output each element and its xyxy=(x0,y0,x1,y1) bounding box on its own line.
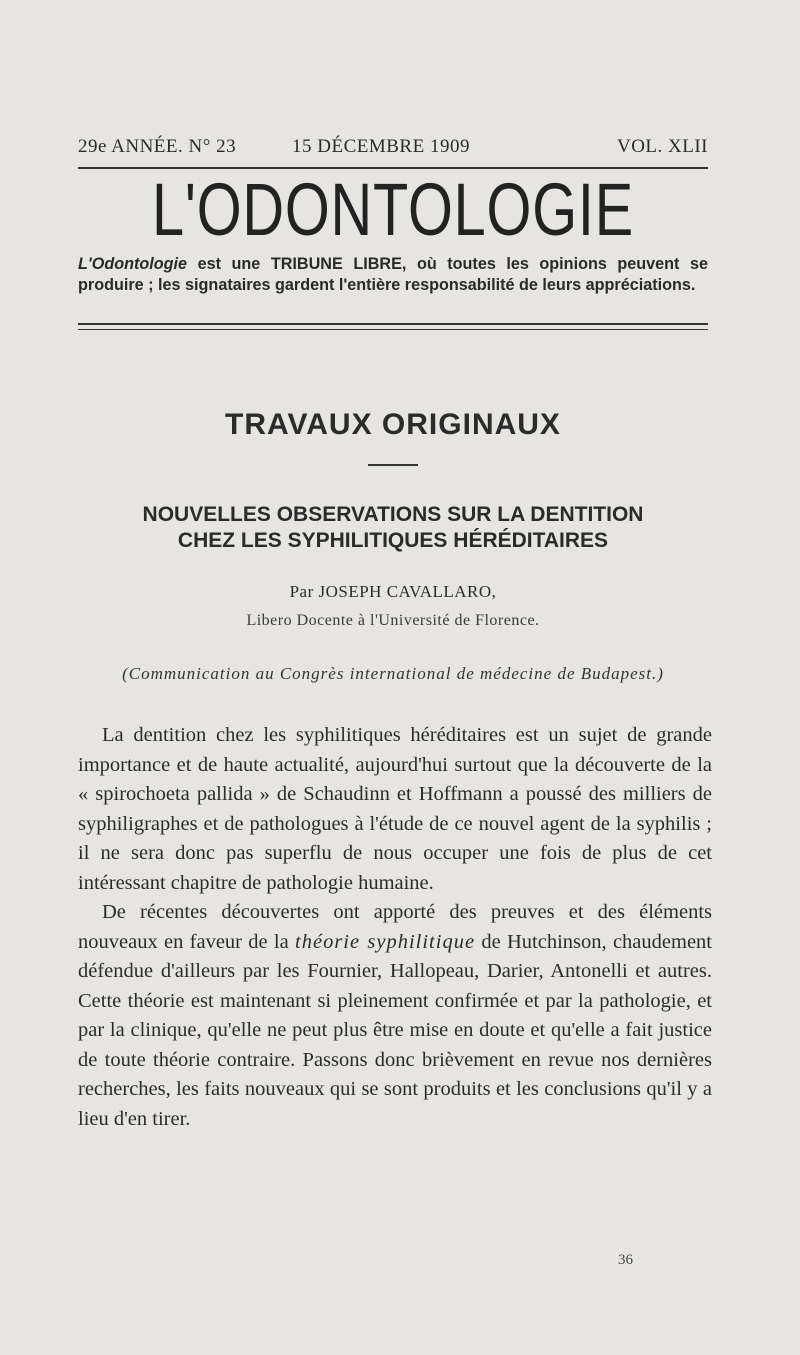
masthead-double-rule-bottom xyxy=(78,329,708,330)
running-head xyxy=(78,136,708,164)
tagline-text: est une TRIBUNE LIBRE, où toutes les opinions peuvent se produire ; les signataires gardent l'entière responsabilité de leurs appréciations. xyxy=(78,255,708,294)
communication-note: (Communication au Congrès international de médecine de Budapest.) xyxy=(122,664,664,683)
journal-masthead: L'ODONTOLOGIE xyxy=(152,168,634,251)
paragraph-1: La dentition chez les syphilitiques héréditaires est un sujet de grande importance et de haute actualité, aujourd'hui surtout que la découverte de la « spirochoeta pallida » de Schaudinn et Hoffmann a poussé des milliers de syphiligraphes et de pathologues à l'étude de ce nouvel agent de la syphilis ; il ne sera donc pas superflu de nous occuper une fois de plus de cet intéressant chapitre de pathologie humaine. xyxy=(78,724,712,894)
paragraph-2-start: De récentes découvertes ont apporté des preuves et des éléments nouveaux en faveur de la xyxy=(78,901,712,953)
paragraph-2-end: de Hutchinson, chaudement défendue d'ailleurs par les Fournier, Hallopeau, Darier, Antonelli et autres. Cette théorie est maintenant si pleinement confirmée et par la pathologie, et par la clinique, qu'elle ne peut plus être mise en doute et qu'elle a fait justice de toute théorie contraire. Passons donc brièvement en revue nos dernières recherches, les faits nouveaux qui se sont produits et les conclusions qu'il y a lieu d'en tirer. xyxy=(78,930,712,1130)
article-title xyxy=(78,502,708,554)
tagline-journal-name: L'Odontologie xyxy=(78,255,188,273)
masthead-double-rule-top xyxy=(78,323,708,325)
issue-date: 15 DÉCEMBRE 1909 xyxy=(292,136,470,157)
section-divider xyxy=(368,464,418,466)
article-body xyxy=(78,721,712,1134)
author-affiliation: Libero Docente à l'Université de Florence. xyxy=(246,612,540,629)
issue-number: 29e ANNÉE. N° 23 xyxy=(78,136,237,157)
paragraph-2-italic: théorie syphilitique xyxy=(295,930,476,953)
journal-tagline xyxy=(78,254,708,296)
section-title: TRAVAUX ORIGINAUX xyxy=(225,408,561,441)
article-byline: Par JOSEPH CAVALLARO, xyxy=(289,582,497,601)
volume-number: VOL. XLII xyxy=(616,136,708,157)
article-title-line-2: CHEZ LES SYPHILITIQUES HÉRÉDITAIRES xyxy=(177,529,609,552)
page-number: 36 xyxy=(618,1252,633,1268)
paragraph-2 xyxy=(78,898,712,1134)
article-title-line-1: NOUVELLES OBSERVATIONS SUR LA DENTITION xyxy=(142,503,644,526)
